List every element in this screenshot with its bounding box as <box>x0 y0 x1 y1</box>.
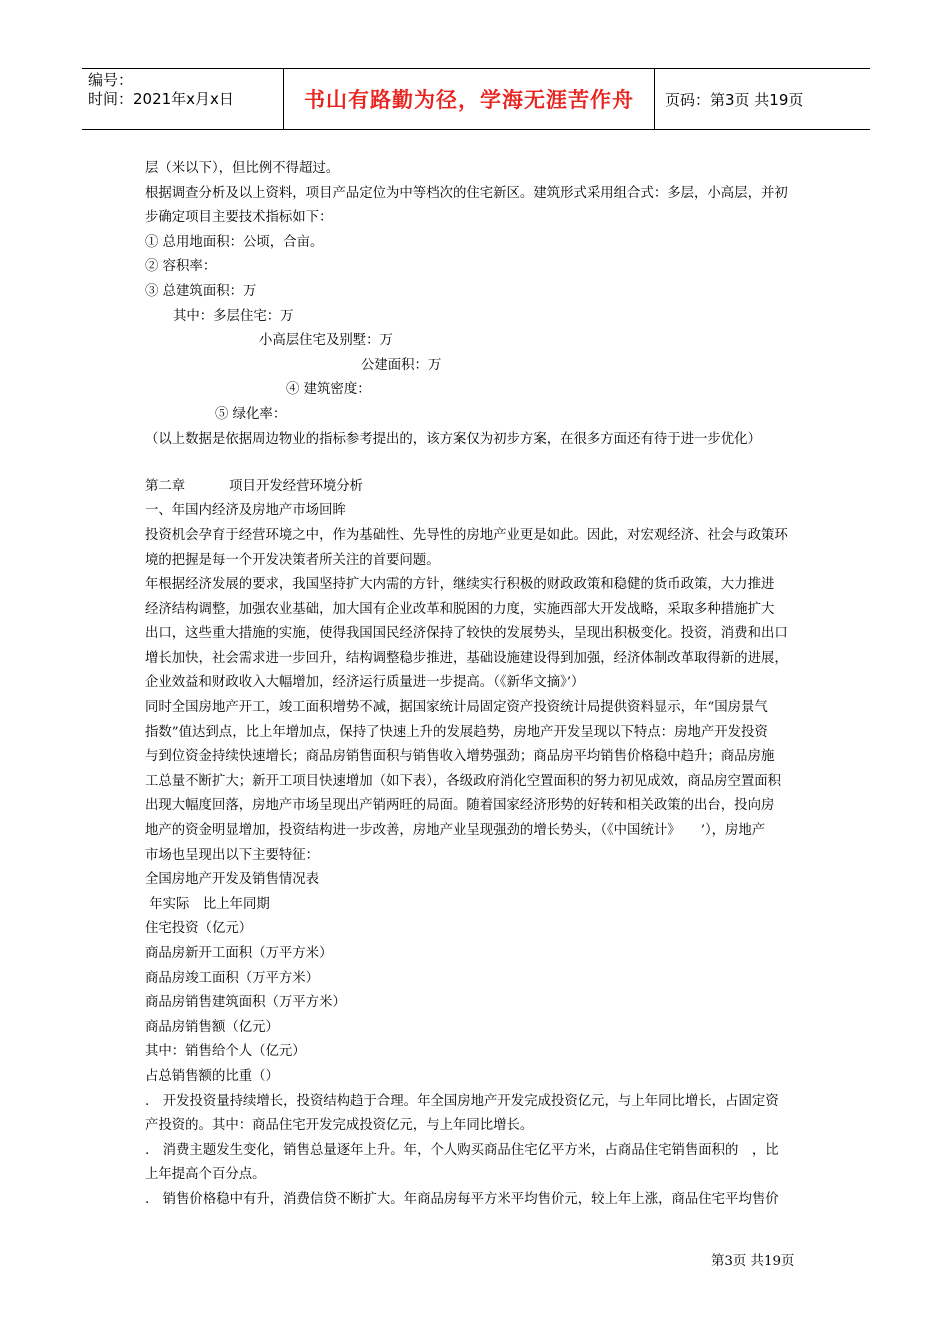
table-row: 商品房销售额（亿元） <box>145 1019 279 1035</box>
table-row: 商品房新开工面积（万平方米） <box>145 946 333 961</box>
chapter-title: 项目开发经营环境分析 <box>229 478 364 494</box>
header-page-info: 页码：第3页 共19页 <box>665 90 804 109</box>
indicator-subitem: 其中：多层住宅：万 <box>173 308 294 324</box>
paragraph-line: 地产的资金明显增加，投资结构进一步改善，房地产业呈现强劲的增长势头，（《中国统计》 ’），房地产 <box>145 823 766 839</box>
paragraph-line: 步确定项目主要技术指标如下： <box>145 210 333 226</box>
paragraph-line: 投资机会孕育于经营环境之中，作为基础性、先导性的房地产业更是如此。因此，对宏观经济、社会与政策环 <box>145 527 788 543</box>
note-line: （以上数据是依据周边物业的指标参考提出的，该方案仅为初步方案，在很多方面还有待于进一步优化） <box>145 431 761 447</box>
page-header <box>82 68 870 130</box>
paragraph-line: 出口，这些重大措施的实施，使得我国国民经济保持了较快的发展势头，呈现出积极变化。投资，消费和出口 <box>145 626 788 642</box>
paragraph-line: 指数”值达到点，比上年增加点，保持了快速上升的发展趋势，房地产开发呈现以下特点：房地产开发投资 <box>145 724 768 740</box>
paragraph-line: 企业效益和财政收入大幅增加，经济运行质量进一步提高。（《新华文摘》’） <box>145 675 585 691</box>
paragraph-line: 年根据经济发展的要求，我国坚持扩大内需的方针，继续实行积极的财政政策和稳健的货币政策，大力推进 <box>145 577 775 593</box>
paragraph-line: . 开发投资量持续增长，投资结构趋于合理。年全国房地产开发完成投资亿元，与上年同比增长，占固定资 <box>145 1093 779 1109</box>
paragraph-line: 境的把握是每一个开发决策者所关注的首要问题。 <box>145 552 440 568</box>
paragraph-line: . 消费主题发生变化，销售总量逐年上升。年，个人购买商品住宅亿平方米，占商品住宅销售面积的 ，比 <box>145 1142 779 1158</box>
indicator-item: ① 总用地面积：公顷，合亩。 <box>145 234 324 250</box>
section-heading: 一、年国内经济及房地产市场回眸 <box>145 503 346 519</box>
document-body <box>145 157 810 1213</box>
indicator-item: ② 容积率： <box>145 259 217 275</box>
indicator-item: ⑤ 绿化率： <box>215 406 287 422</box>
paragraph-line: 出现大幅度回落，房地产市场呈现出产销两旺的局面。随着国家经济形势的好转和相关政策的出台，投向房 <box>145 798 775 814</box>
chapter-number: 第二章 <box>145 478 186 494</box>
paragraph-line: 增长加快，社会需求进一步回升，结构调整稳步推进，基础设施建设得到加强，经济体制改革取得新的进展， <box>145 650 788 666</box>
header-motto: 书山有路勤为径，学海无涯苦作舟 <box>284 69 655 129</box>
indicator-subitem: 公建面积：万 <box>361 357 442 373</box>
paragraph-line: 上年提高个百分点。 <box>145 1167 266 1183</box>
paragraph-line: 同时全国房地产开工，竣工面积增势不减，据国家统计局固定资产投资统计局提供资料显示，年“国房景气 <box>145 700 768 716</box>
indicator-item: ④ 建筑密度： <box>286 382 371 398</box>
paragraph-line: 根据调查分析及以上资料，项目产品定位为中等档次的住宅新区。建筑形式采用组合式：多层，小高层，并初 <box>145 185 788 201</box>
chapter-heading <box>145 475 810 500</box>
indicator-item: ③ 总建筑面积：万 <box>145 283 257 299</box>
table-header: 年实际 比上年同期 <box>145 896 270 912</box>
table-row: 住宅投资（亿元） <box>145 921 253 937</box>
doc-date-label: 时间：2021年x月x日 <box>88 90 234 108</box>
paragraph-line: 与到位资金持续快速增长；商品房销售面积与销售收入增势强劲；商品房平均销售价格稳中趋升；商品房施 <box>145 749 775 765</box>
table-row: 占总销售额的比重（） <box>145 1068 279 1084</box>
table-row: 其中：销售给个人（亿元） <box>145 1044 306 1060</box>
table-row: 商品房销售建筑面积（万平方米） <box>145 995 346 1011</box>
paragraph-line: 产投资的。其中：商品住宅开发完成投资亿元，与上年同比增长。 <box>145 1118 534 1134</box>
page-footer: 第3页 共19页 <box>711 1254 795 1269</box>
paragraph-line: 市场也呈现出以下主要特征： <box>145 847 320 863</box>
doc-number-label: 编号： <box>88 71 134 89</box>
paragraph-line: . 销售价格稳中有升，消费信贷不断扩大。年商品房每平方米平均售价元，较上年上涨，商品住宅平均售价 <box>145 1191 779 1207</box>
indicator-subitem: 小高层住宅及别墅：万 <box>259 333 393 349</box>
header-meta <box>82 69 284 129</box>
table-row: 商品房竣工面积（万平方米） <box>145 970 320 986</box>
paragraph-line: 工总量不断扩大；新开工项目快速增加（如下表），各级政府消化空置面积的努力初见成效，商品房空置面积 <box>145 773 782 789</box>
paragraph-line: 层（米以下），但比例不得超过。 <box>145 161 340 176</box>
paragraph-line: 经济结构调整，加强农业基础，加大国有企业改革和脱困的力度，实施西部大开发战略，采取多种措施扩大 <box>145 601 775 617</box>
table-title: 全国房地产开发及销售情况表 <box>145 872 320 888</box>
